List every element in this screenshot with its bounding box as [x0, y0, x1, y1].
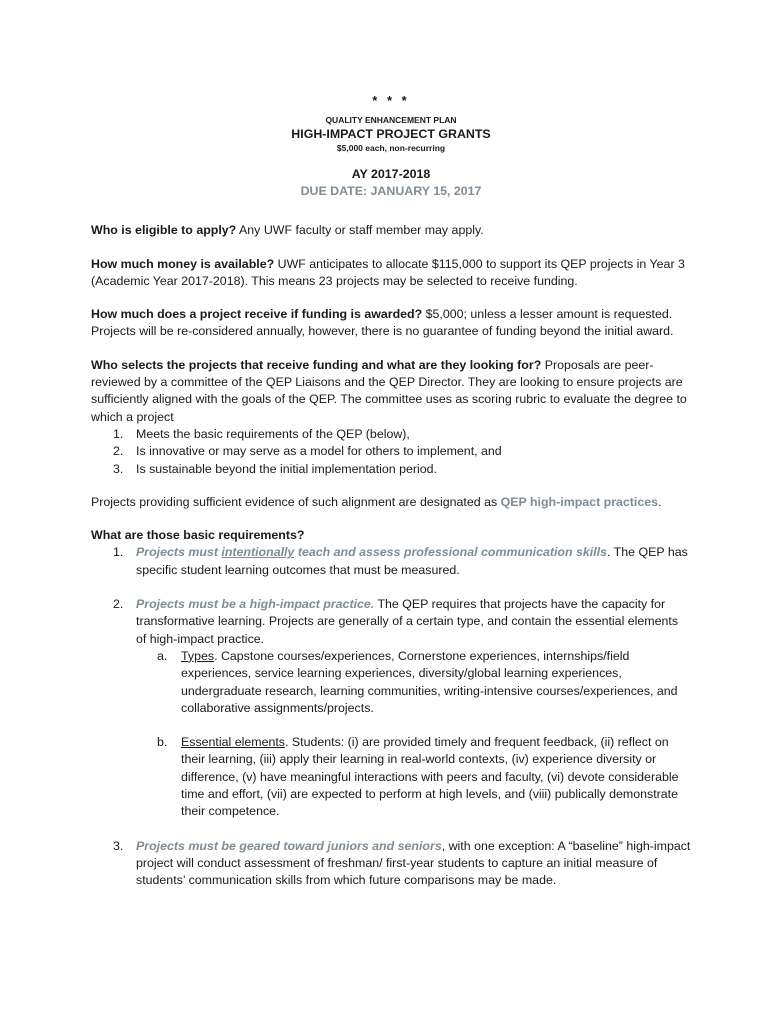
alignment-highlight: QEP high-impact practices [500, 494, 659, 509]
list-text: Meets the basic requirements of the QEP (below), [136, 426, 410, 441]
requirement-2a [91, 648, 691, 717]
header-stars: * * * [372, 93, 410, 108]
requirement-1-lead-a: Projects must [136, 545, 222, 560]
alignment-text: Projects providing sufficient evidence of such alignment are designated as [91, 494, 501, 509]
types-label: Types [181, 648, 215, 663]
list-number: 1. [113, 545, 124, 560]
award-paragraph [91, 306, 691, 341]
document-title: HIGH-IMPACT PROJECT GRANTS [291, 127, 491, 142]
selection-question: Who selects the projects that receive funding and what are they looking for? [91, 357, 542, 372]
money-question: How much money is available? [91, 256, 275, 271]
list-text: Is sustainable beyond the initial implementation period. [136, 461, 437, 476]
list-number: 3. [113, 461, 124, 476]
requirement-2-lead: Projects must be a high-impact practice. [136, 597, 375, 612]
money-paragraph [91, 256, 691, 291]
requirements-heading: What are those basic requirements? [91, 528, 305, 543]
requirement-3 [91, 838, 691, 890]
program-name: QUALITY ENHANCEMENT PLAN [325, 115, 457, 126]
essential-elements-label: Essential elements [181, 735, 285, 750]
list-number: 2. [113, 444, 124, 459]
requirement-3-lead: Projects must be geared toward juniors and seniors [136, 838, 442, 853]
award-answer: $5,000; unless a lesser amount is requested. Projects will be re-considered annually, however, there is no guarantee of funding beyond the initial award. [91, 307, 674, 339]
criteria-list [91, 426, 691, 478]
requirement-2 [91, 596, 691, 648]
requirement-2-text: The QEP requires that projects have the capacity for transformative learning. Projects are generally of a certain type, and contain the essential elements of high-impact practice. [136, 597, 679, 646]
selection-paragraph [91, 357, 691, 426]
requirement-1 [91, 544, 691, 579]
requirement-2b [91, 734, 691, 820]
requirement-1-lead-underlined: intentionally [221, 545, 295, 560]
requirements-list [91, 544, 691, 889]
alignment-end: . [658, 494, 662, 509]
list-number: b. [157, 735, 168, 750]
selection-answer: Proposals are peer-reviewed by a committee of the QEP Liaisons and the QEP Director. They are looking to ensure projects are sufficiently aligned with the goals of the QEP. The committee uses as scoring rubric to evaluate the degree to which a project [91, 357, 687, 424]
list-item [91, 426, 691, 443]
award-question: How much does a project receive if funding is awarded? [91, 307, 423, 322]
eligibility-answer: Any UWF faculty or staff member may apply. [236, 223, 484, 238]
document-header [91, 92, 691, 200]
requirement-3-text: , with one exception: A “baseline” high-impact project will conduct assessment of freshman/ first-year students to capture an initial measure of students’ communication skills from which future comparisons may be made. [136, 838, 691, 888]
essential-elements-text: . Students: (i) are provided timely and frequent feedback, (ii) reflect on their learning, (iii) apply their learning in real-world contexts, (iv) experience diversity or difference, (v) have meaningful interactions with peers and faculty, (vi) devote considerable time and effort, (vii) are expected to perform at high levels, and (viii) publically demonstrate their competence. [181, 735, 679, 819]
requirement-1-text: . The QEP has specific student learning outcomes that must be measured. [136, 545, 688, 577]
document-content [91, 92, 691, 890]
list-number: 2. [113, 597, 124, 612]
list-number: 1. [113, 426, 124, 441]
requirement-1-lead-b: teach and assess professional communication skills [294, 545, 608, 560]
list-number: 3. [113, 838, 124, 853]
list-number: a. [157, 648, 168, 663]
money-answer: UWF anticipates to allocate $115,000 to support its QEP projects in Year 3 (Academic Year 2017-2018). This means 23 projects may be selected to receive funding. [91, 256, 685, 288]
eligibility-question: Who is eligible to apply? [91, 223, 237, 238]
alignment-paragraph [91, 494, 691, 511]
document-subtitle: $5,000 each, non-recurring [336, 143, 446, 154]
academic-year: AY 2017-2018 [351, 167, 431, 182]
due-date: DUE DATE: JANUARY 15, 2017 [300, 184, 482, 199]
list-text: Is innovative or may serve as a model for others to implement, and [136, 444, 502, 459]
list-item [91, 443, 691, 460]
types-text: . Capstone courses/experiences, Cornerstone experiences, internships/field experiences, service learning experiences, diversity/global learning experiences, undergraduate research, learning communities, writing-intensive courses/experiences, and collaborative assignments/projects. [181, 648, 678, 715]
eligibility-paragraph [91, 222, 691, 239]
list-item [91, 461, 691, 478]
